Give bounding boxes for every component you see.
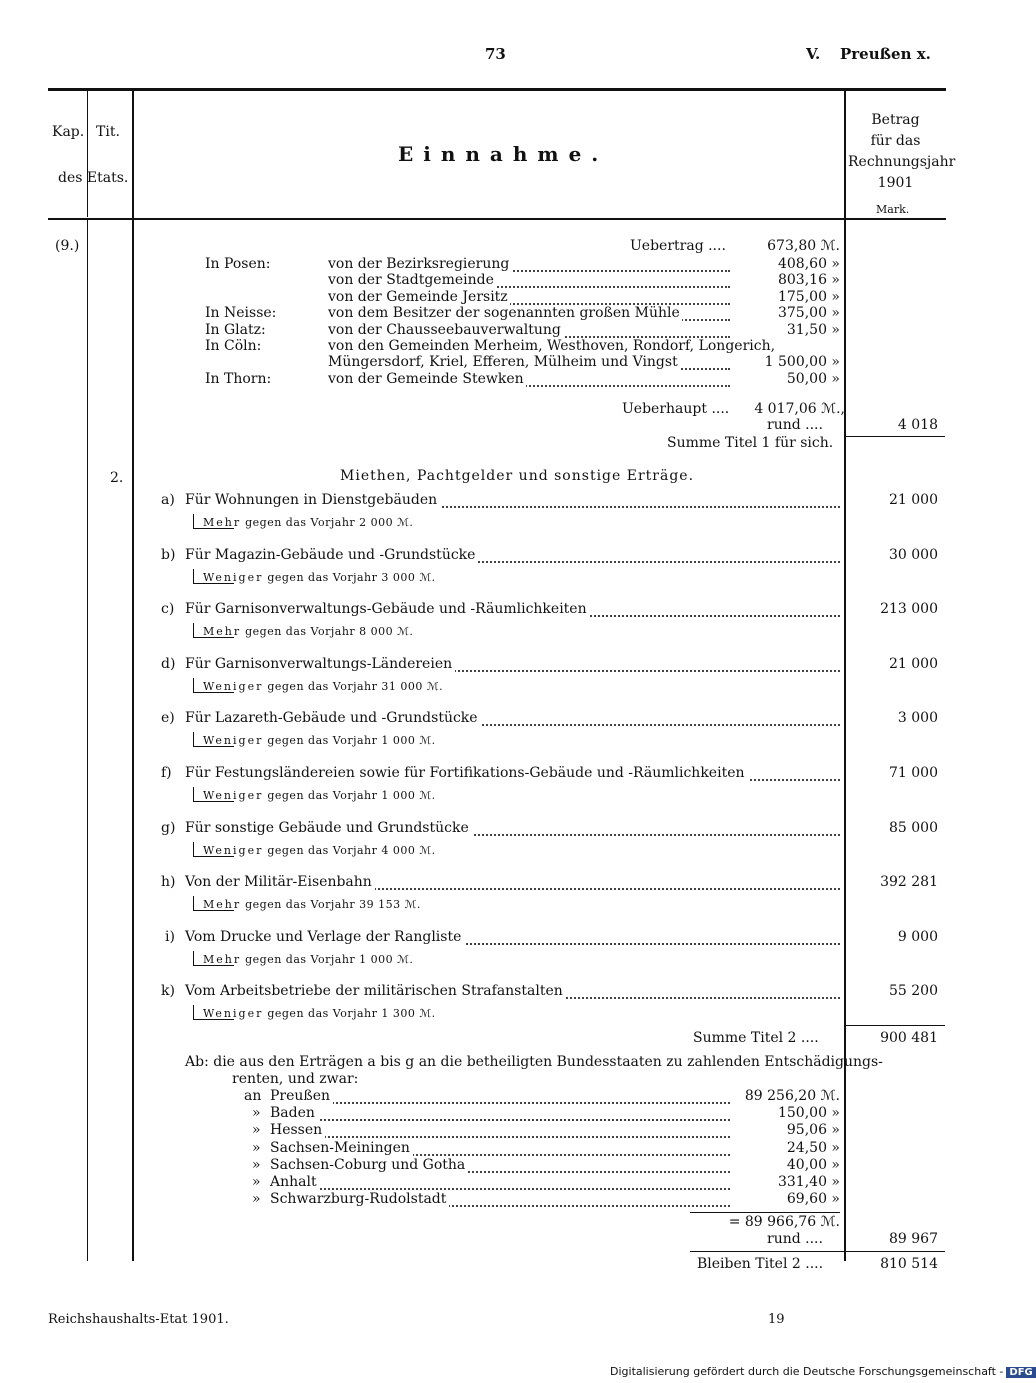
summe-titel2-label: Summe Titel 2 ....: [693, 1030, 819, 1046]
change-note-direction: Weniger: [203, 1007, 264, 1021]
ab-sum-rule: [690, 1212, 840, 1213]
change-note-amount: gegen das Vorjahr 8 000 ℳ.: [245, 625, 414, 639]
amount-header-line-4: 1901: [877, 175, 914, 191]
footer-credit: [610, 1365, 1036, 1378]
contribution-value: 1 500,00 »: [764, 354, 840, 371]
section-number: V.: [806, 45, 821, 63]
ab-state: Sachsen-Coburg und Gotha: [270, 1157, 468, 1173]
tit2-number: 2.: [110, 470, 124, 486]
ab-state: Hessen: [270, 1122, 325, 1138]
change-note-amount: gegen das Vorjahr 1 000 ℳ.: [267, 734, 436, 748]
ab-state: Baden: [270, 1105, 318, 1121]
contribution-value: 803,16 »: [777, 272, 840, 289]
item-letter: g): [161, 819, 176, 836]
leader-dots: [275, 1102, 730, 1104]
amount-header-line-3: Rechnungsjahr: [848, 154, 956, 170]
change-note-direction: Weniger: [203, 679, 264, 693]
contribution-place: In Thorn:: [205, 370, 272, 387]
ab-state: Schwarzburg-Rudolstadt: [270, 1191, 449, 1207]
tit-header: Tit.: [96, 124, 120, 140]
item-text: Vom Drucke und Verlage der Rangliste: [185, 929, 464, 945]
change-note-direction: Weniger: [203, 843, 264, 857]
item-letter: k): [161, 983, 175, 1000]
contribution-place: In Glatz:: [205, 321, 266, 338]
ab-state: Anhalt: [270, 1174, 320, 1190]
item-text: Für Festungsländereien sowie für Fortifikations-Gebäude und -Räumlichkeiten: [185, 765, 748, 781]
ab-state: Preußen: [270, 1088, 333, 1104]
item-letter: d): [161, 655, 176, 672]
col-rule-tit: [132, 91, 134, 1261]
item-amount: 71 000: [889, 765, 938, 781]
amount-header: [848, 110, 956, 194]
change-note: [203, 625, 413, 638]
ab-value: 40,00 »: [786, 1156, 840, 1173]
ab-value: 89 256,20 ℳ.: [744, 1088, 840, 1104]
contribution-text: Müngersdorf, Kriel, Efferen, Mülheim und Vingst: [328, 354, 678, 371]
contribution-value: 175,00 »: [777, 288, 840, 305]
item-amount: 9 000: [897, 928, 938, 945]
leader-dots: [275, 1119, 730, 1121]
change-note-direction: Mehr: [203, 625, 242, 639]
ab-value: 95,06 »: [786, 1122, 840, 1139]
ab-intro-line-2: renten, und zwar:: [232, 1071, 359, 1087]
ab-prefix: »: [252, 1174, 261, 1190]
kap-header: Kap.: [52, 124, 85, 140]
ab-rund-amount: 89 967: [889, 1231, 938, 1247]
tit2-heading: Miethen, Pachtgelder und sonstige Erträge.: [340, 468, 695, 484]
contribution-text: von der Gemeinde Jersitz: [328, 288, 508, 305]
change-note: [203, 898, 421, 911]
item-amount: 55 200: [889, 983, 938, 1000]
contribution-value: 50,00 »: [786, 370, 840, 387]
uebertrag-value: 673,80 ℳ.: [767, 238, 840, 254]
item-letter: b): [161, 546, 176, 563]
change-note-amount: gegen das Vorjahr 4 000 ℳ.: [267, 843, 436, 857]
change-note-amount: gegen das Vorjahr 3 000 ℳ.: [267, 570, 436, 584]
col-rule-kap: [87, 219, 88, 1261]
change-note: [203, 844, 436, 857]
item-amount: 3 000: [897, 710, 938, 727]
contribution-text: von der Gemeinde Stewken: [328, 370, 524, 387]
des-etats-header: des Etats.: [58, 170, 129, 186]
col-rule-amount: [844, 91, 846, 1261]
rund1-rule: [845, 436, 945, 437]
ab-value: 24,50 »: [786, 1139, 840, 1156]
contribution-place: In Cöln:: [205, 338, 262, 354]
item-letter: e): [161, 710, 175, 727]
ab-total: = 89 966,76 ℳ.: [728, 1214, 840, 1230]
dfg-logo-icon: DFG: [1006, 1367, 1035, 1378]
ab-value: 331,40 »: [777, 1174, 840, 1190]
item-text: Für Wohnungen in Dienstgebäuden: [185, 492, 440, 508]
footer-credit-text: Digitalisierung gefördert durch die Deutsche Forschungsgemeinschaft -: [610, 1365, 1004, 1378]
uebertrag-label: Uebertrag ....: [630, 238, 726, 254]
summe-titel1: Summe Titel 1 für sich.: [667, 435, 834, 451]
ab-intro-line-1: Ab: die aus den Erträgen a bis g an die betheiligten Bundesstaaten zu zahlenden Entschädigungs-: [185, 1054, 883, 1070]
item-amount: 392 281: [880, 874, 938, 891]
contribution-text: von der Stadtgemeinde: [328, 272, 494, 289]
change-note: [203, 953, 413, 966]
change-note: [203, 789, 436, 802]
item-letter: h): [161, 874, 176, 891]
header-bottom-rule: [48, 218, 946, 220]
change-note: [203, 571, 436, 584]
rund1-label: rund ....: [767, 417, 823, 433]
change-note-amount: gegen das Vorjahr 1 000 ℳ.: [267, 789, 436, 802]
contribution-text: von der Bezirksregierung: [328, 256, 510, 272]
item-letter: a): [161, 492, 175, 508]
contribution-text: von dem Besitzer der sogenannten großen Mühle: [328, 305, 680, 322]
item-text: Für Lazareth-Gebäude und -Grundstücke: [185, 710, 481, 726]
item-letter: c): [161, 601, 175, 618]
item-text: Von der Militär-Eisenbahn: [185, 874, 375, 890]
contribution-value: 375,00 »: [777, 305, 840, 322]
contribution-place: In Posen:: [205, 256, 271, 272]
ab-prefix: »: [252, 1122, 261, 1139]
item-letter: f): [161, 765, 172, 781]
ab-prefix: »: [252, 1156, 261, 1173]
bleiben-amount: 810 514: [880, 1256, 938, 1272]
item-text: Für Magazin-Gebäude und -Grundstücke: [185, 547, 478, 563]
change-note-direction: Mehr: [203, 952, 242, 966]
change-note: [203, 516, 413, 529]
change-note-amount: gegen das Vorjahr 1 000 ℳ.: [245, 952, 414, 966]
change-note-amount: gegen das Vorjahr 2 000 ℳ.: [245, 516, 414, 529]
rund1-amount: 4 018: [897, 417, 938, 433]
change-note: [203, 1007, 436, 1020]
leader-dots: [275, 1188, 730, 1190]
table-title: Einnahme.: [398, 142, 609, 166]
change-note-direction: Weniger: [203, 734, 264, 748]
leader-dots: [275, 1136, 730, 1138]
change-note-direction: Weniger: [203, 570, 264, 584]
bleiben-rule: [690, 1251, 945, 1252]
item-text: Für sonstige Gebäude und Grundstücke: [185, 820, 472, 836]
item-text: Vom Arbeitsbetriebe der militärischen Strafanstalten: [185, 983, 566, 999]
item-amount: 21 000: [889, 655, 938, 672]
change-note-amount: gegen das Vorjahr 31 000 ℳ.: [267, 679, 444, 693]
ueberhaupt-value: 4 017,06 ℳ.,: [754, 401, 845, 417]
contribution-value: 31,50 »: [786, 321, 840, 338]
change-note-amount: gegen das Vorjahr 1 300 ℳ.: [267, 1007, 436, 1021]
contribution-value: 408,60 »: [777, 256, 840, 272]
section-title: Preußen x.: [840, 45, 931, 63]
item-text: Für Garnisonverwaltungs-Ländereien: [185, 656, 455, 672]
table-top-rule: [48, 88, 946, 91]
unit-header: Mark.: [876, 203, 910, 216]
ab-value: 150,00 »: [777, 1105, 840, 1122]
footer-sheet-number: 19: [768, 1312, 785, 1327]
summe-titel2-rule: [845, 1025, 945, 1026]
ab-rund-label: rund ....: [767, 1231, 823, 1247]
bleiben-label: Bleiben Titel 2 ....: [697, 1256, 824, 1272]
item-amount: 85 000: [889, 819, 938, 836]
contribution-place: In Neisse:: [205, 305, 277, 322]
change-note: [203, 734, 436, 747]
ab-prefix: »: [252, 1191, 261, 1208]
amount-header-line-1: Betrag: [871, 112, 920, 128]
page-number: 73: [485, 45, 506, 63]
change-note-amount: gegen das Vorjahr 39 153 ℳ.: [245, 898, 421, 912]
ab-prefix: an: [244, 1088, 262, 1104]
item-text: Für Garnisonverwaltungs-Gebäude und -Räumlichkeiten: [185, 601, 590, 617]
change-note-direction: Weniger: [203, 789, 264, 802]
summe-titel2-amount: 900 481: [880, 1030, 938, 1046]
footer-publication: Reichshaushalts-Etat 1901.: [48, 1312, 229, 1327]
col-rule-kap-header: [87, 91, 88, 217]
item-amount: 21 000: [889, 492, 938, 508]
ab-value: 69,60 »: [786, 1191, 840, 1208]
contribution-text: von den Gemeinden Merheim, Westhoven, Rondorf, Longerich,: [328, 338, 776, 354]
item-amount: 213 000: [880, 601, 938, 618]
change-note: [203, 680, 443, 693]
change-note-direction: Mehr: [203, 516, 242, 529]
change-note-direction: Mehr: [203, 898, 242, 912]
item-letter: i): [165, 928, 175, 945]
contribution-text: von der Chausseebauverwaltung: [328, 321, 561, 338]
item-amount: 30 000: [889, 546, 938, 563]
ueberhaupt-label: Ueberhaupt ....: [622, 401, 730, 417]
ab-prefix: »: [252, 1139, 261, 1156]
kap-number: (9.): [55, 238, 80, 254]
ab-prefix: »: [252, 1105, 261, 1122]
amount-header-line-2: für das: [870, 133, 921, 149]
ab-state: Sachsen-Meiningen: [270, 1140, 413, 1156]
